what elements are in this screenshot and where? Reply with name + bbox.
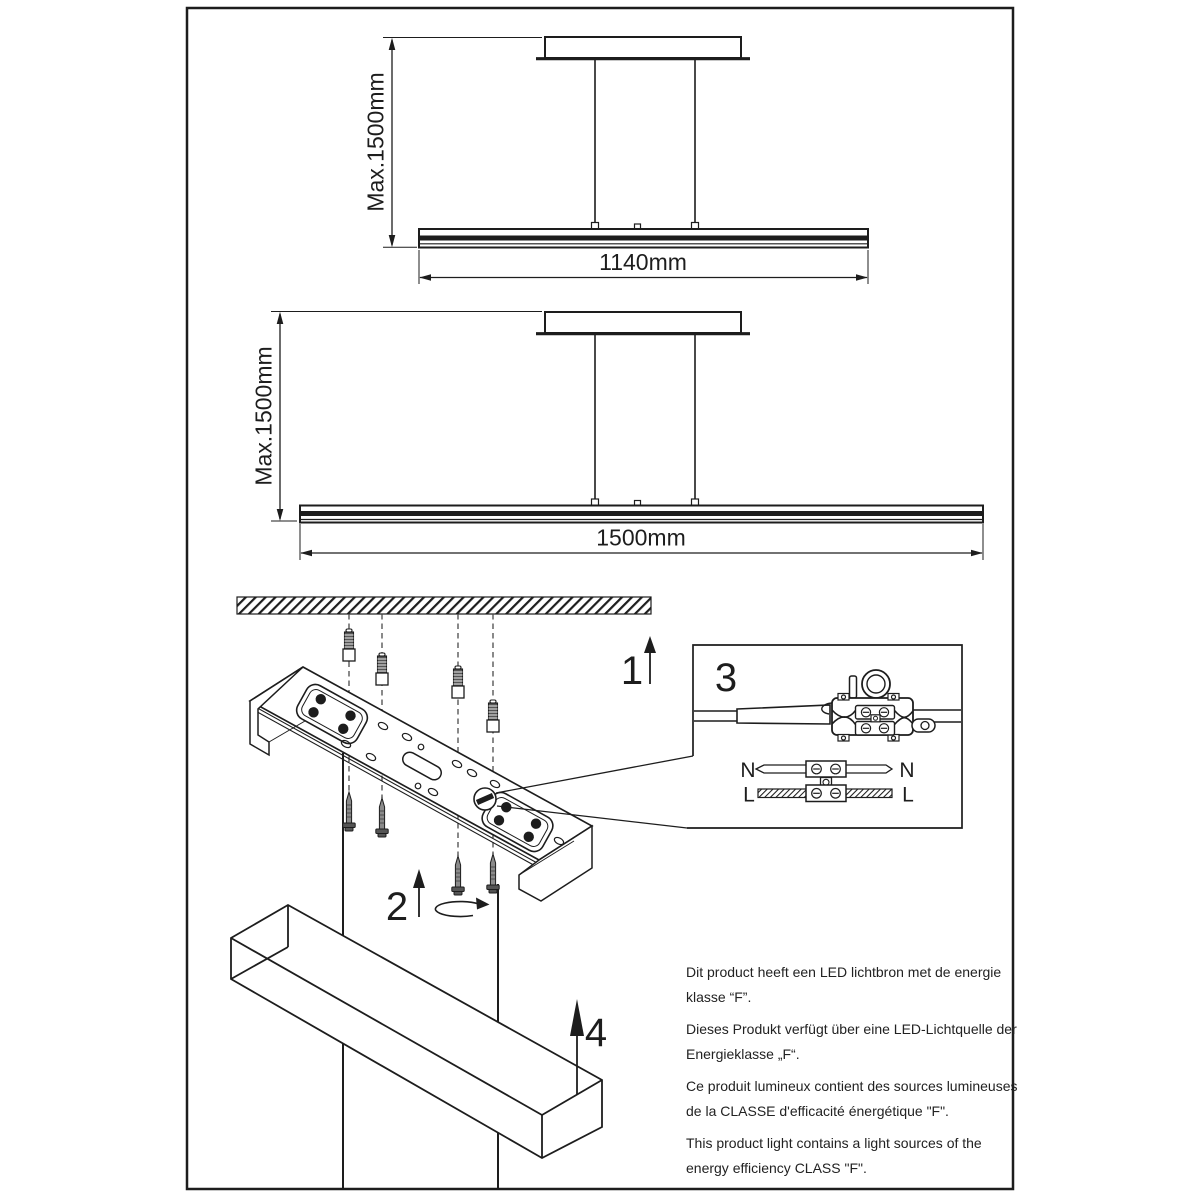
step-1-label: 1 xyxy=(620,649,644,693)
step-3-label: 3 xyxy=(714,656,738,700)
wall-plug-icon xyxy=(343,629,355,661)
step-4-label: 4 xyxy=(584,1011,608,1055)
wall-plug-icon xyxy=(452,666,464,698)
notice-paragraph xyxy=(686,1131,1016,1181)
notice-line: energy efficiency CLASS "F". xyxy=(686,1160,867,1176)
step-2-label: 2 xyxy=(385,885,409,929)
connector-pin xyxy=(850,676,857,698)
connector-tab xyxy=(912,719,935,732)
height-dimension-label: Max.1500mm xyxy=(362,72,389,212)
cable-sleeve xyxy=(737,705,830,724)
notice-line: Ce produit lumineux contient des sources lumineuses xyxy=(686,1078,1018,1094)
wall-plug-icon xyxy=(487,700,499,732)
notice-paragraph xyxy=(686,1074,1016,1124)
notice-line: de la CLASSE d'efficacité énergétique "F". xyxy=(686,1103,949,1119)
notice-paragraph xyxy=(686,1017,1016,1067)
wall-plug-icon xyxy=(376,653,388,685)
live-label-left: L xyxy=(743,783,755,807)
neutral-label-left: N xyxy=(740,759,756,782)
light-bar-diffuser xyxy=(300,511,983,516)
notice-line: Energieklasse „F“. xyxy=(686,1046,800,1062)
width-dimension-label: 1500mm xyxy=(596,524,686,551)
ceiling-hatch xyxy=(237,597,651,614)
ceiling-canopy xyxy=(545,37,741,58)
height-dimension-label: Max.1500mm xyxy=(250,346,277,486)
energy-notices xyxy=(686,960,1016,1188)
notice-line: klasse “F”. xyxy=(686,989,752,1005)
width-dimension-label: 1140mm xyxy=(599,249,687,275)
live-label-right: L xyxy=(902,783,914,807)
notice-line: Dit product heeft een LED lichtbron met de energie xyxy=(686,964,1002,980)
cable-entry-keyhole xyxy=(474,788,496,810)
notice-paragraph xyxy=(686,960,1016,1010)
ceiling-canopy xyxy=(545,312,741,333)
light-bar-diffuser xyxy=(419,236,868,241)
notice-line: This product light contains a light sources of the xyxy=(686,1135,982,1151)
neutral-label-right: N xyxy=(899,759,915,782)
notice-line: Dieses Produkt verfügt über eine LED-Lichtquelle der xyxy=(686,1021,1017,1037)
